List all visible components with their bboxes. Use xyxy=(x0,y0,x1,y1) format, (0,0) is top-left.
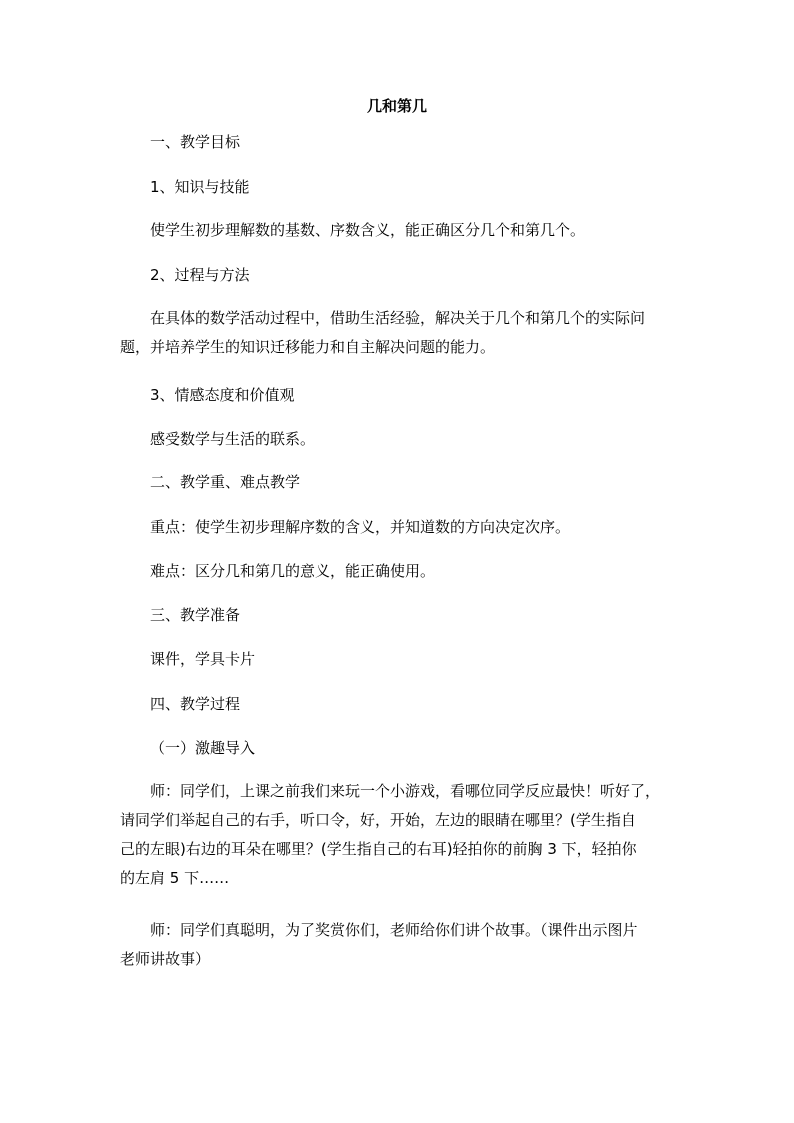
key-point-text: 重点：使学生初步理解序数的含义，并知道数的方向决定次序。 xyxy=(150,518,571,536)
subheading-knowledge-skills: 1、知识与技能 xyxy=(150,178,250,196)
paragraph-line: 老师讲故事） xyxy=(120,950,211,968)
paragraph-line: 师：同学们，上课之前我们来玩一个小游戏，看哪位同学反应最快！听好了， xyxy=(150,782,661,800)
paragraph-line: 师：同学们真聪明，为了奖赏你们，老师给你们讲个故事。（课件出示图片 xyxy=(150,921,638,939)
paragraph-line: 在具体的数学活动过程中，借助生活经验，解决关于几个和第几个的实际问 xyxy=(150,309,646,327)
subheading-process-methods: 2、过程与方法 xyxy=(150,266,250,284)
section-heading-objectives: 一、教学目标 xyxy=(150,133,241,151)
subheading-intro: （一）激趣导入 xyxy=(150,739,256,757)
intro-paragraph-2 xyxy=(120,916,680,974)
section-heading-process: 四、教学过程 xyxy=(150,695,241,713)
paragraph-line: 请同学们举起自己的右手，听口令，好，开始，左边的眼睛在哪里？(学生指自 xyxy=(120,811,636,829)
subheading-attitude-values: 3、情感态度和价值观 xyxy=(150,386,295,404)
knowledge-skills-text: 使学生初步理解数的基数、序数含义，能正确区分几个和第几个。 xyxy=(150,221,586,239)
process-methods-paragraph xyxy=(120,304,680,362)
intro-paragraph-1 xyxy=(120,777,680,893)
preparation-text: 课件，学具卡片 xyxy=(150,650,256,668)
difficult-point-text: 难点：区分几和第几的意义，能正确使用。 xyxy=(150,562,436,580)
paragraph-line: 己的左眼)右边的耳朵在哪里？(学生指自己的右耳)轻拍你的前胸 3 下，轻拍你 xyxy=(120,840,637,858)
document-title: 几和第几 xyxy=(366,97,427,115)
paragraph-line: 题，并培养学生的知识迁移能力和自主解决问题的能力。 xyxy=(120,338,496,356)
section-heading-preparation: 三、教学准备 xyxy=(150,606,241,624)
paragraph-line: 的左肩 5 下…… xyxy=(120,869,230,887)
attitude-values-text: 感受数学与生活的联系。 xyxy=(150,430,316,448)
section-heading-key-points: 二、教学重、难点教学 xyxy=(150,473,301,491)
